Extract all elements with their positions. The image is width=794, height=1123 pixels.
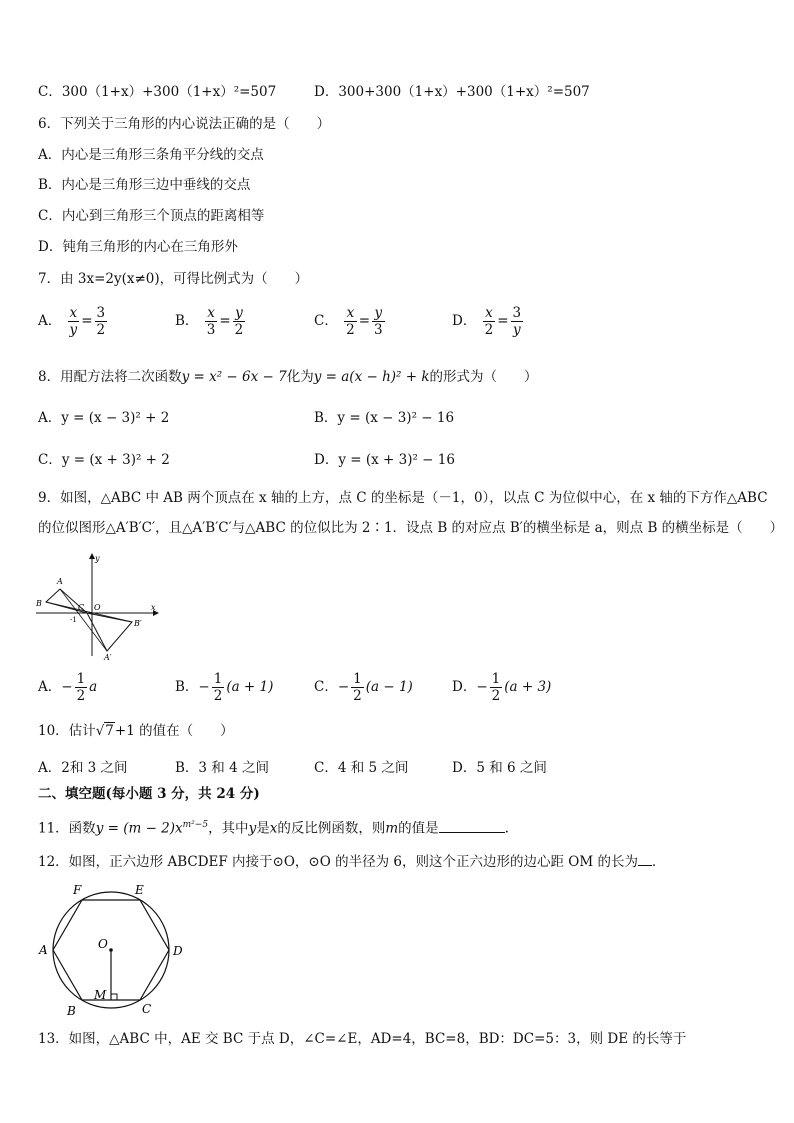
q5-option-d: D．300+300（1+x）+300（1+x）²=507 [314, 84, 590, 100]
label-b: B [36, 599, 42, 608]
q6-option-d: D．钝角三角形的内心在三角形外 [38, 239, 238, 255]
q8-option-a: A．y = (x − 3)² + 2 [38, 410, 170, 426]
q11-stem: 11．函数$y = (m - 2)x^{m^2-5}$，其中y是x的反比例函数，则m的值是 . [38, 820, 509, 837]
q9-option-d: D．− $\frac{1}{2}$ (a + 3) [452, 671, 552, 704]
right-angle-mark [111, 994, 117, 1000]
radicand: 7 [105, 723, 114, 739]
q7-stem: 7．由 3x=2y(x≠0)，可得比例式为（ ） [38, 271, 309, 287]
label-o: O [98, 937, 108, 951]
triangle-a-prime-b-prime-c-prime [87, 613, 132, 651]
label-d: D [173, 944, 183, 958]
q8-vertex-form: y = a(x − h)² + k [313, 369, 430, 385]
q7-option-a: A． $\frac{x}{y}$ = $\frac{3}{2}$ [38, 305, 106, 338]
fraction: $\frac{x}{2}$ [484, 305, 494, 338]
label-f: F [73, 883, 82, 897]
q10-option-d: D．5 和 6 之间 [452, 760, 547, 776]
label-x: x [151, 603, 156, 612]
q8-function: y = x² − 6x − 7 [181, 369, 287, 385]
fraction: $\frac{x}{y}$ [69, 305, 78, 338]
q9-option-c: C．− $\frac{1}{2}$ (a − 1) [314, 671, 413, 704]
q6-stem: 6．下列关于三角形的内心说法正确的是（ ） [38, 116, 331, 132]
q8-option-c: C．y = (x + 3)² + 2 [38, 452, 170, 468]
label-e: E [135, 883, 144, 897]
q7-option-d: D． $\frac{x}{2}$ = $\frac{3}{y}$ [452, 305, 522, 338]
q7-label-b: B． [175, 313, 199, 329]
homothety-line-b [46, 602, 132, 622]
q10-stem: 10．估计√7+1 的值在（ ） [38, 723, 234, 739]
label-a-prime: A′ [104, 653, 112, 662]
label-c: C [78, 603, 85, 612]
fraction: $\frac{1}{2}$ [491, 671, 501, 704]
q10-option-b: B．3 和 4 之间 [175, 760, 269, 776]
label-b-prime: B′ [134, 619, 142, 628]
q7-label-a: A． [38, 313, 62, 329]
label-a: A [39, 943, 48, 957]
fraction: $\frac{y}{2}$ [234, 305, 244, 338]
center-point [109, 948, 113, 952]
q8-stem: 8．用配方法将二次函数y = x² − 6x − 7化为y = a(x − h)² + k的形式为（ ） [38, 369, 538, 385]
q9-stem-line1: 9．如图，△ABC 中 AB 两个顶点在 x 轴的上方，点 C 的坐标是（－1，0），以点 C 为位似中心，在 x 轴的下方作△ABC [38, 490, 768, 506]
q6-option-c: C．内心到三角形三个顶点的距离相等 [38, 208, 265, 224]
q9-option-a: A．− $\frac{1}{2}$ a [38, 671, 98, 704]
fraction: $\frac{1}{2}$ [76, 671, 86, 704]
q9-stem-line2: 的位似图形△A′B′C′，且△A′B′C′与△ABC 的位似比为 2∶1．设点 B 的对应点 B′的横坐标是 a，则点 B 的横坐标是（ ） [38, 520, 784, 536]
q6-option-a: A．内心是三角形三条角平分线的交点 [38, 147, 264, 163]
fraction: $\frac{1}{2}$ [353, 671, 362, 704]
label-neg-one: -1 [70, 616, 77, 624]
fraction: $\frac{1}{2}$ [213, 671, 223, 704]
label-y: y [95, 554, 100, 563]
q10-option-a: A．2和 3 之间 [38, 760, 128, 776]
fraction: $\frac{x}{3}$ [206, 305, 216, 338]
q7-label-c: C． [314, 313, 338, 329]
q12-figure [34, 878, 194, 1020]
homothety-line-a [60, 589, 107, 651]
fraction: $\frac{3}{y}$ [512, 305, 522, 338]
label-b: B [67, 1004, 76, 1018]
fraction: $\frac{3}{2}$ [96, 305, 106, 338]
label-c: C [142, 1002, 152, 1016]
label-m: M [94, 988, 107, 1002]
fraction: $\frac{y}{3}$ [374, 305, 383, 338]
answer-blank[interactable] [439, 820, 505, 833]
q9-figure [34, 552, 164, 662]
answer-blank[interactable] [638, 853, 652, 866]
q8-option-d: D．y = (x + 3)² − 16 [314, 452, 455, 468]
q7-option-b: B． $\frac{x}{3}$ = $\frac{y}{2}$ [175, 305, 244, 338]
q7-option-c: C． $\frac{x}{2}$ = $\frac{y}{3}$ [314, 305, 383, 338]
section-title: 二、填空题(每小题 3 分，共 24 分) [38, 786, 260, 802]
q10-option-c: C．4 和 5 之间 [314, 760, 409, 776]
q13-stem: 13．如图，△ABC 中，AE 交 BC 于点 D，∠C=∠E，AD=4，BC=8，BD：DC=5：3，则 DE 的长等于 [38, 1031, 687, 1047]
label-a: A [57, 577, 63, 586]
q7-label-d: D． [452, 313, 477, 329]
q12-stem: 12．如图，正六边形 ABCDEF 内接于⊙O，⊙O 的半径为 6，则这个正六边形的边心距 OM 的长为 ． [38, 854, 666, 870]
label-o: O [94, 603, 101, 612]
q8-option-b: B．y = (x − 3)² − 16 [314, 410, 455, 426]
q9-option-b: B．− $\frac{1}{2}$ (a + 1) [175, 671, 274, 704]
q5-option-c: C．300（1+x）+300（1+x）²=507 [38, 84, 277, 100]
q6-option-b: B．内心是三角形三边中垂线的交点 [38, 177, 251, 193]
fraction: $\frac{x}{2}$ [346, 305, 355, 338]
